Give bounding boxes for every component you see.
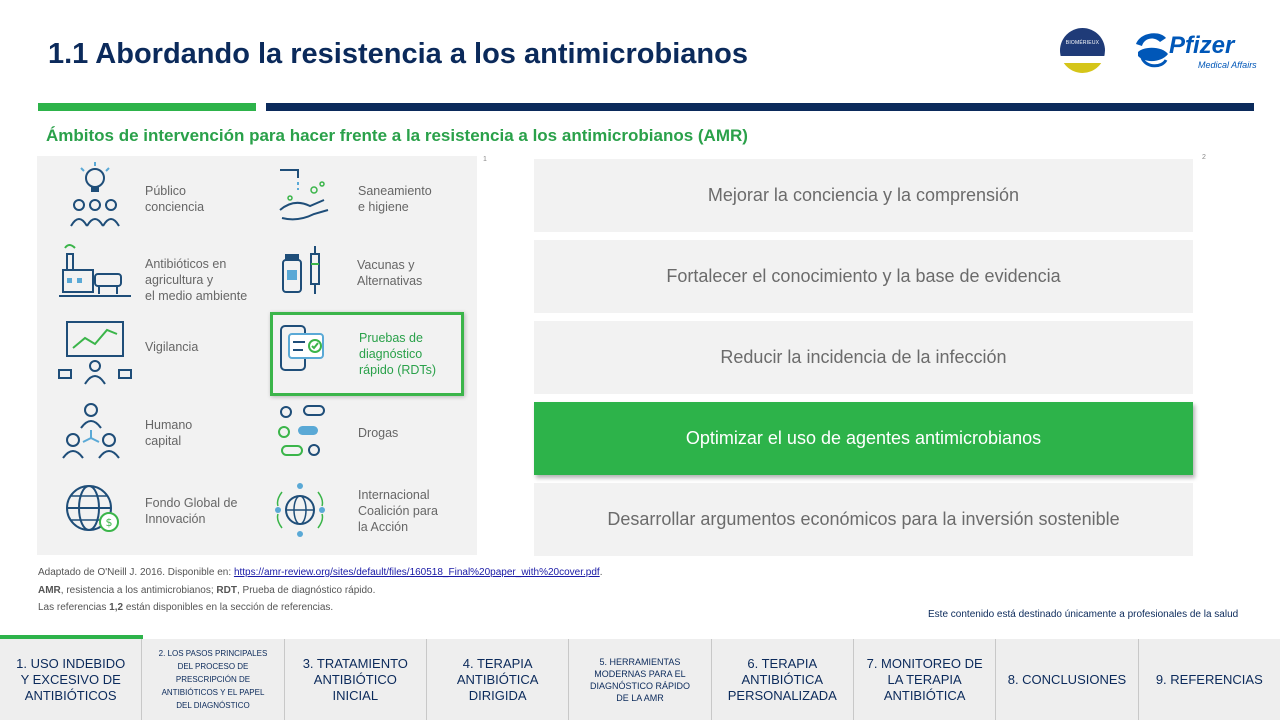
references-note: Las referencias 1,2 están disponibles en la sección de referencias. bbox=[38, 602, 334, 613]
area-label: Vigilancia bbox=[145, 340, 199, 354]
nav-tab-5[interactable]: 5. HERRAMIENTAS MODERNAS PARA EL DIAGNÓSTICO RÁPIDO DE LA AMR bbox=[568, 639, 710, 720]
area-surveillance bbox=[57, 318, 257, 388]
section-nav bbox=[0, 639, 1280, 720]
pills-icon bbox=[270, 398, 346, 468]
handwashing-icon bbox=[270, 160, 346, 230]
people-network-icon bbox=[57, 398, 133, 468]
area-international-coalition bbox=[270, 478, 470, 548]
area-label: Humano capital bbox=[145, 418, 193, 448]
goal-bar-optimize-antimicrobials: Optimizar el uso de agentes antimicrobianos bbox=[534, 402, 1193, 475]
rapid-test-phone-icon bbox=[271, 320, 347, 390]
area-label: Pruebas de diagnóstico rápido (RDTs) bbox=[359, 331, 437, 377]
nav-tab-3[interactable]: 3. TRATAMIENTO ANTIBIÓTICO INICIAL bbox=[284, 639, 426, 720]
header-accent-bar-navy bbox=[266, 103, 1254, 111]
area-global-innovation-fund bbox=[57, 478, 267, 548]
section-subtitle: Ámbitos de intervención para hacer frente a la resistencia a los antimicrobianos (AMR) bbox=[46, 126, 748, 145]
area-label: Drogas bbox=[358, 426, 399, 440]
nav-tab-6[interactable]: 6. TERAPIA ANTIBIÓTICA PERSONALIZADA bbox=[711, 639, 853, 720]
page-title: 1.1 Abordando la resistencia a los antimicrobianos bbox=[48, 38, 748, 70]
surveillance-chart-icon bbox=[57, 318, 133, 388]
lightbulb-people-icon bbox=[57, 160, 133, 230]
pfizer-mark-icon bbox=[1132, 28, 1172, 72]
abbreviations: AMR, resistencia a los antimicrobianos; RDT, Prueba de diagnóstico rápido. bbox=[38, 585, 376, 596]
pfizer-logo-sub: Medical Affairs bbox=[1198, 60, 1257, 70]
source-citation: Adaptado de O'Neill J. 2016. Disponible en: https://amr-review.org/sites/default/files/160518_Final%20paper_with%20cover.pdf. bbox=[38, 567, 603, 578]
pfizer-logo bbox=[1132, 28, 1257, 76]
header-accent-bar-green bbox=[38, 103, 256, 111]
source-link[interactable]: https://amr-review.org/sites/default/files/160518_Final%20paper_with%20cover.pdf bbox=[233, 567, 600, 578]
nav-tab-2[interactable]: 2. LOS PASOS PRINCIPALES DEL PROCESO DE PRESCRIPCIÓN DE ANTIBIÓTICOS Y EL PAPEL DEL DIAGNÓSTICO bbox=[141, 639, 283, 720]
nav-tab-8[interactable]: 8. CONCLUSIONES bbox=[995, 639, 1137, 720]
vaccine-vial-icon bbox=[269, 240, 345, 310]
goal-bar-economic-case: Desarrollar argumentos económicos para la inversión sostenible bbox=[534, 483, 1193, 556]
area-human-capital bbox=[57, 398, 257, 468]
svg-text:$: $ bbox=[105, 516, 113, 529]
area-drugs bbox=[270, 398, 470, 468]
goal-bar-infection: Reducir la incidencia de la infección bbox=[534, 321, 1193, 394]
area-label: Fondo Global de Innovación bbox=[145, 496, 238, 526]
footnote-marker-2: 2 bbox=[1202, 154, 1206, 161]
pfizer-logo-word: Pfizer bbox=[1169, 32, 1235, 59]
globe-coalition-icon bbox=[270, 478, 346, 548]
area-rapid-diagnostic-tests bbox=[271, 320, 461, 390]
goal-bar-evidence: Fortalecer el conocimiento y la base de evidencia bbox=[534, 240, 1193, 313]
area-label: Antibióticos en agricultura y el medio ambiente bbox=[145, 257, 248, 303]
area-vaccines-alternatives bbox=[269, 240, 469, 310]
area-agriculture-environment bbox=[57, 240, 267, 310]
globe-money-icon bbox=[57, 478, 133, 548]
nav-tab-7[interactable]: 7. MONITOREO DE LA TERAPIA ANTIBIÓTICA bbox=[853, 639, 995, 720]
biomerieux-logo-text: BIOMÉRIEUX bbox=[1065, 40, 1100, 46]
area-label: Vacunas y Alternativas bbox=[357, 258, 423, 288]
area-label: Público conciencia bbox=[145, 184, 205, 214]
farm-factory-icon bbox=[57, 240, 133, 310]
goal-bar-awareness: Mejorar la conciencia y la comprensión bbox=[534, 159, 1193, 232]
area-label: Internacional Coalición para la Acción bbox=[358, 488, 438, 534]
hcp-disclaimer: Este contenido está destinado únicamente a profesionales de la salud bbox=[928, 609, 1239, 620]
nav-tab-1[interactable]: 1. USO INDEBIDO Y EXCESIVO DE ANTIBIÓTICOS bbox=[16, 655, 126, 703]
nav-tab-9[interactable]: 9. REFERENCIAS bbox=[1138, 639, 1280, 720]
area-sanitation-hygiene bbox=[270, 160, 470, 230]
biomerieux-logo bbox=[1060, 28, 1105, 73]
footnote-marker-1: 1 bbox=[483, 156, 487, 163]
area-public-awareness bbox=[57, 160, 257, 230]
area-label: Saneamiento e higiene bbox=[358, 184, 432, 214]
nav-tab-4[interactable]: 4. TERAPIA ANTIBIÓTICA DIRIGIDA bbox=[426, 639, 568, 720]
